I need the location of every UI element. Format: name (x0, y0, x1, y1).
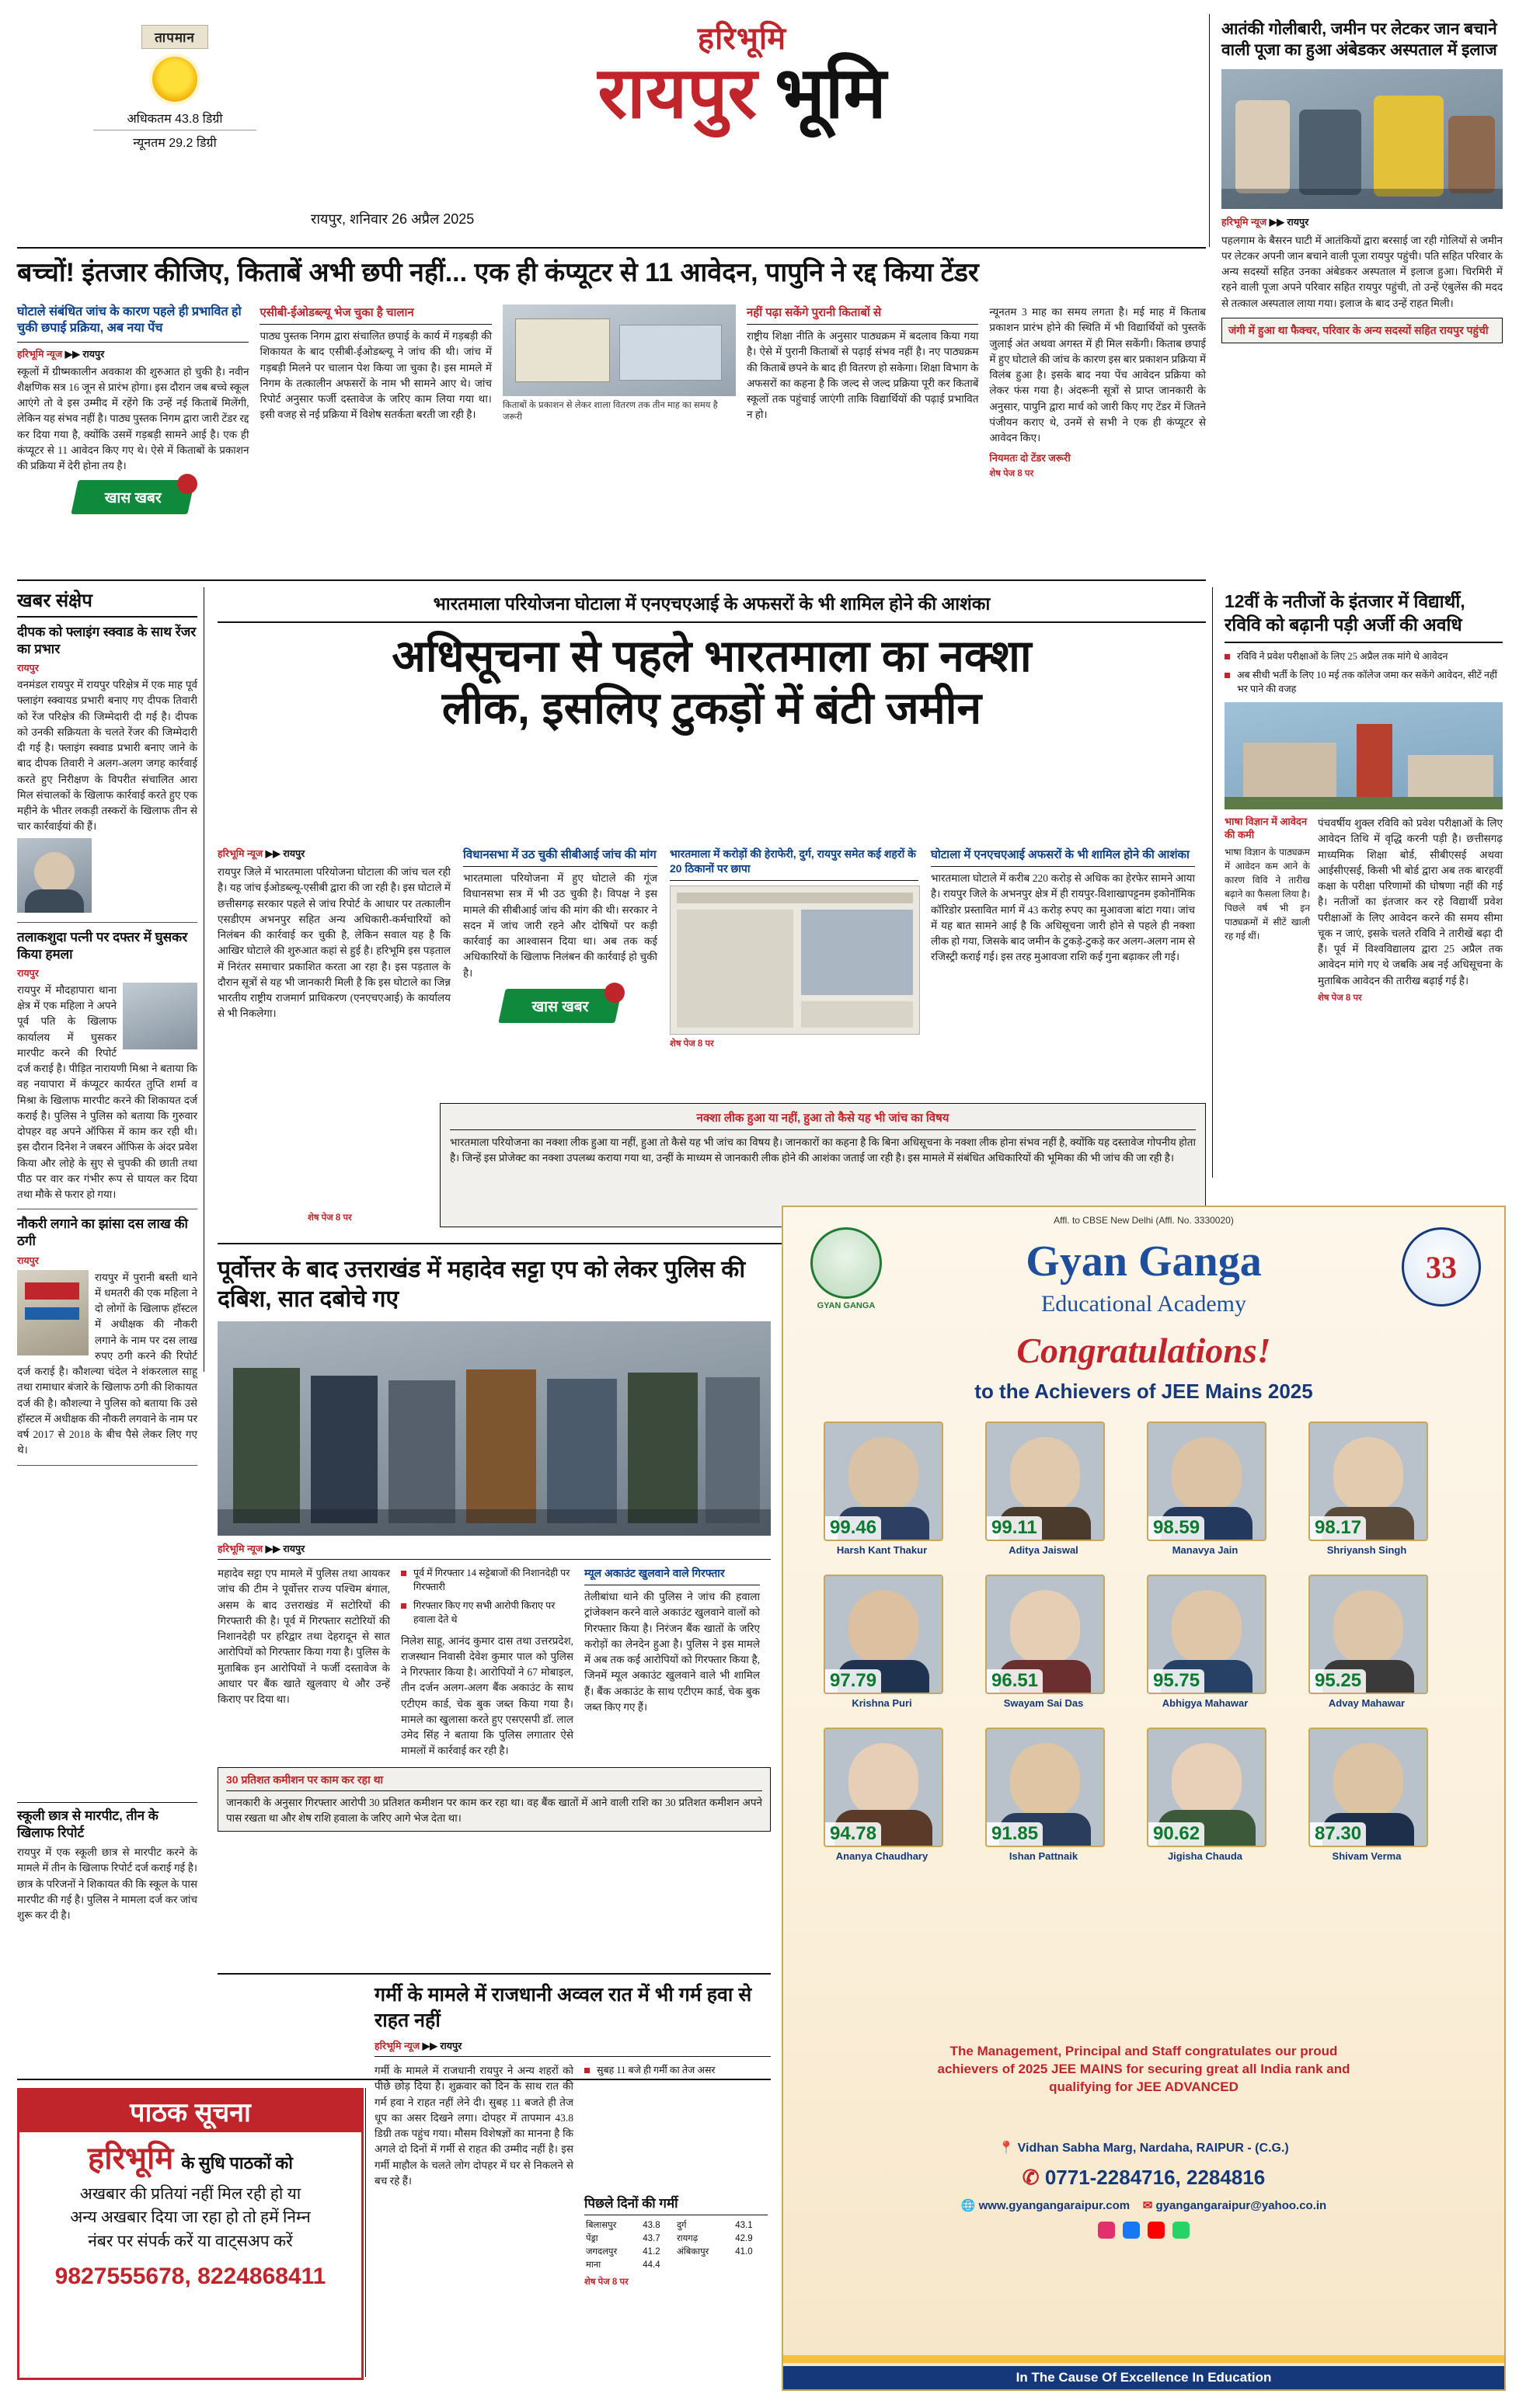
masthead-title-black: भूमि (775, 54, 887, 133)
achiever-score: 98.17 (1310, 1516, 1366, 1540)
instagram-icon[interactable] (1098, 2222, 1115, 2239)
bharatmala-box3-head: घोटाला में एनएचएआई अफसरों के भी शामिल होने की आशंका (931, 847, 1195, 867)
achiever-photo (1147, 1728, 1266, 1847)
achiever-card (1147, 1421, 1263, 1556)
byline-agency: हरिभूमि न्यूज (1221, 216, 1267, 228)
bharatmala-clipping-photo (670, 886, 920, 1035)
bharatmala-headline-1: अधिसूचना से पहले भारतमाला का नक्शा (392, 632, 1032, 681)
byline-city: रायपुर (1287, 216, 1309, 228)
twelfth-bullet: अब सीधी भर्ती के लिए 10 मई तक कॉलेज जमा कर सकेंगे आवेदन, सीटें नहीं भर पाने की वजह (1225, 668, 1503, 696)
heat-byline: हरिभूमि न्यूज ▶▶ रायपुर (375, 2039, 771, 2057)
khabar-sankshep (17, 587, 197, 1922)
achiever-card (824, 1575, 940, 1709)
bharatmala-box4-text: भारतमाला परियोजना का नक्शा लीक हुआ या नहीं, हुआ तो कैसे यह भी जांच का विषय है। जानकारों का कहना है कि बिना अधिसूचना के नक्शा लीक होना संभव नहीं है, क्योंकि यह दस्तावेज गोपनीय होता है। जिन्हें इस प्रोजेक्ट का नक्शा उपलब्ध कराया गया था, उन्हीं के माध्यम से जानकारी लीक होने की आशंका जताई जा रही है। इस मामले में संबंधित अधिकारियों की भूमिका की भी जांच की जा रही है। (450, 1136, 1196, 1164)
cell-city: पेंड्रा (586, 2234, 598, 2244)
khabar-item (17, 929, 197, 1203)
achiever-photo (1308, 1421, 1428, 1541)
twelfth-side-text: भाषा विज्ञान के पाठ्यक्रम में आवेदन कम आने के कारण विवि ने तारीख बढ़ाने का फैसला लिया है। पिछले वर्ष भी इन पाठ्यक्रमों में सीटें खाली रह गई थीं। (1225, 846, 1310, 941)
achiever-name: Ishan Pattnaik (1009, 1850, 1078, 1862)
pathak-suchna-ad (17, 2088, 364, 2380)
table-row (584, 2218, 768, 2232)
top-right-subbox (1221, 318, 1503, 343)
youtube-icon[interactable] (1148, 2222, 1165, 2239)
achiever-card (985, 1728, 1102, 1862)
khas-khabar-label: खास खबर (531, 998, 589, 1015)
khabar-item-text: रायपुर में एक स्कूली छात्र से मारपीट करने के मामले में तीन के खिलाफ रिपोर्ट दर्ज कराई गई है। छात्र के परिजनों ने शिकायत की कि स्कूल के पास मारपीट की गई है। पुलिस ने मामला दर्ज कर जांच शुरू कर दी है। (17, 1846, 197, 1922)
khabar-item-text: रायपुर में मौदहापारा थाना क्षेत्र में एक महिला ने अपने पूर्व पति के खिलाफ कार्यालय में घुसकर मारपीट करने की रिपोर्ट दर्ज कराई है। पीड़ित नारायणी मिश्रा ने बताया कि वह नयापारा में कंप्यूटर कार्यरत तुप्ति शर्मा व मिश्रा के खिलाफ मारपीट करने की शिकायत दर्ज कराई है। पुलिस ने पुलिस को बताया कि गुरुवार दोपहर वह अपने ऑफिस में काम कर रही थी। इस दौरान दिनेश ने जबरन ऑफिस के अंदर प्रवेश किया और लोहे के सुए से चुपकी की छाती तथा पीठ पर वार कर गंभीर रूप से घायल कर दिया तथा मौके से फरार हो गया। (17, 983, 197, 1201)
bharatmala-box4-head: नक्शा लीक हुआ या नहीं, हुआ तो कैसे यह भी जांच का विषय (450, 1110, 1196, 1130)
masthead-divider (1209, 14, 1210, 247)
ad-footer-line3: qualifying for JEE ADVANCED (1049, 2079, 1239, 2094)
heat-table (584, 2218, 768, 2271)
achiever-photo (985, 1575, 1105, 1694)
bharatmala-body (218, 847, 1206, 1049)
achiever-name: Jigisha Chauda (1167, 1850, 1243, 1862)
bharatmala-byline: हरिभूमि न्यूज ▶▶ रायपुर (218, 848, 305, 859)
cell-city: बिलासपुर (586, 2221, 617, 2231)
lead-subhead: घोटाले संबंधित जांच के कारण पहले ही प्रभावित हो चुकी छपाई प्रक्रिया, अब नया पेंच (17, 304, 249, 343)
achiever-score: 90.62 (1148, 1822, 1204, 1846)
top-right-photo (1221, 69, 1503, 209)
lead-photo-caption: किताबों के प्रकाशन से लेकर शाला वितरण तक तीन माह का समय है जरूरी (502, 401, 718, 422)
byline-city: रायपुर (283, 1543, 305, 1554)
achiever-name: Harsh Kant Thakur (836, 1544, 928, 1556)
achiever-score: 87.30 (1310, 1822, 1366, 1846)
heat-table-title: पिछले दिनों की गर्मी (584, 2194, 768, 2215)
ad-badge-number: 33 (1426, 1249, 1457, 1285)
achiever-score: 95.75 (1148, 1669, 1204, 1693)
achiever-photo (1147, 1575, 1266, 1694)
cell-city: रायगढ़ (676, 2234, 699, 2244)
achiever-name: Swayam Sai Das (1003, 1697, 1084, 1709)
heat-headline: गर्मी के मामले में राजधानी अव्वल रात में भी गर्म हवा से राहत नहीं (375, 1984, 752, 2031)
achiever-card (1147, 1728, 1263, 1862)
bharatmala-col1: रायपुर जिले में भारतमाला परियोजना घोटाला की जांच चल रही है। यह जांच ईओडब्ल्यू-एसीबी द्वारा की जा रही है। इस घोटाले में छत्तीसगढ़ सरकार पहले से जांच रिपोर्ट के आधार पर तत्कालीन एसडीएम अभनपुर सहित अन्य अधिकारी-कर्मचारियों को निलंबन की कार्रवाई कर चुकी है, लेकिन सवाल यह है कि आखिर घोटाले की शुरुआत कहां से हुई है। हरिभूमि इस पड़ताल में निरंतर समाचार प्रकाशित करता आ रहा है। इस पड़ताल के दौरान सूत्रों से यह भी जानकारी मिली है कि इस घोटाले का जिन्न भारतीय राष्ट्रीय राजमार्ग प्राधिकरण (एनएचएआई) के कार्यालय से भी निकलेगा। (218, 866, 451, 1020)
khabar-item-byline: रायपुर (17, 967, 39, 979)
khabar-item (17, 1216, 197, 1458)
mahadev-box2-head: 30 प्रतिशत कमीशन पर काम कर रहा था (226, 1773, 762, 1791)
khabar-item-photo (17, 1270, 89, 1355)
achiever-photo (824, 1421, 943, 1541)
achiever-score: 97.79 (825, 1669, 881, 1693)
lead-block (17, 304, 1206, 514)
ad-subtitle: Educational Academy (1040, 1291, 1247, 1317)
khas-khabar-stamp (75, 480, 191, 514)
achiever-score: 96.51 (987, 1669, 1043, 1693)
ad-social-icons[interactable] (783, 2222, 1504, 2243)
khabar-item (17, 624, 197, 916)
heat-bullet: सुबह 11 बजे ही गर्मी का तेज असर (584, 2063, 768, 2077)
achiever-photo (1308, 1575, 1428, 1694)
cell-city: अंबिकापुर (676, 2247, 709, 2257)
ad-congrats: Congratulations! (1016, 1331, 1271, 1370)
khabar-item-photo (17, 838, 92, 913)
achiever-name: Krishna Puri (852, 1697, 912, 1709)
byline-city: रायपुर (440, 2041, 462, 2051)
twelfth-side-head: भाषा विज्ञान में आवेदन की कमी (1225, 816, 1308, 841)
bharatmala-box3-text: भारतमाला घोटाले में करीब 220 करोड़ से अधिक का हेरफेर सामने आया है। रायपुर जिले के अभनपुर क्षेत्र में ही रायपुर-विशाखापट्टनम इकोनॉमिक कॉरिडोर प्रस्तावित मार्ग में 43 करोड़ रुपए का मुआवजा बांटा गया। जांच में यह बात सामने आई है कि अधिसूचना जारी होने से पहले ही नक्शा लीक हो गया, जिसके बाद जमीन के टुकड़े-टुकड़े कर अलग-अलग नाम से रजिस्ट्री कराई गई। इस तरह मुआवजा राशि कई गुना बढ़ाकर ली गई। (931, 872, 1195, 963)
bottom-rule (17, 2079, 771, 2080)
twelfth-body: पंचवर्षीय शुक्ल रविवि को प्रवेश परीक्षाओं के लिए आवेदन तिथि में वृद्धि करनी पड़ी है। छत्तीसगढ़ माध्यमिक शिक्षा बोर्ड, सीबीएसई अथवा आईसीएसई, किसी भी बोर्ड द्वारा अब तक बारहवीं कक्षा के परीक्षा परिणामों की घोषणा नहीं की गई है। नतीजों का इंतजार कर रहे विद्यार्थी प्रवेश परीक्षाओं के लिए आवेदन करने की समय सीमा चूक न जाएं, इसके चलते रविवि ने तारीखें बढ़ा दी हैं। पूर्व में विश्वविद्यालय द्वारा 25 अप्रैल तक आवेदन मांगे गए थे जबकि अब नई अधिसूचना के मुताबिक आवेदन की तारीख बढ़ाई गई है। (1318, 817, 1503, 987)
twelfth-continue: शेष पेज 8 पर (1318, 993, 1362, 1003)
mahadev-bullet: पूर्व में गिरफ्तार 14 सट्टेबाजों की निशानदेही पर गिरफ्तारी (401, 1566, 573, 1594)
twelfth-bullet: रविवि ने प्रवेश परीक्षाओं के लिए 25 अप्रैल तक मांगे थे आवेदन (1225, 649, 1503, 663)
achiever-photo (1147, 1421, 1266, 1541)
achiever-name: Abhigya Mahawar (1162, 1697, 1249, 1709)
ad-address-text: Vidhan Sabha Marg, Nardaha, RAIPUR - (C.G.) (1017, 2142, 1289, 2155)
cell-temp: 44.4 (643, 2260, 660, 2270)
byline-city: रायपुर (283, 848, 305, 859)
phone-icon: ✆ (1022, 2166, 1040, 2189)
whatsapp-icon[interactable] (1172, 2222, 1190, 2239)
top-right-byline: हरिभूमि न्यूज ▶▶ रायपुर (1221, 216, 1309, 228)
khabar-item-head: नौकरी लगाने का झांसा दस लाख की ठगी (17, 1216, 188, 1249)
lead-box2-head: नहीं पढ़ा सकेंगे पुरानी किताबों से (747, 304, 978, 325)
khabar-item-text: वनमंडल रायपुर में रायपुर परिक्षेत्र में एक माह पूर्व फ्लाइंग स्क्वायड प्रभारी बनाए गए दीपक तिवारी को रेंज परिक्षेत्र की जिम्मेदारी दी गई है। दीपक को उनकी सक्रियता के चलते रेंजर की जिम्मेदारी दी गई है। फ्लाइंग स्क्वाड प्रभारी बनाए जाने के बाद दीपक तिवारी ने अलग-अलग जगह कार्रवाई करते हुए निरीक्षण के विपरीत संचालित आरा मिल संचालकों के खिलाफ कार्रवाई करते हुए एक महीने के भीतर लकड़ी तस्करों के खिलाफ तीन से चार कार्रवाईयां की हैं। (17, 679, 197, 833)
sun-icon (152, 57, 197, 102)
lead-box2-text: राष्ट्रीय शिक्षा नीति के अनुसार पाठ्यक्रम में बदलाव किया गया है। ऐसे में पुरानी किताबों से पढ़ाई संभव नहीं है। नए पाठ्यक्रम की किताबें छपने के बाद ही वितरण हो सकेगा। शिक्षा विभाग के अफसरों का कहना है कि जल्द से जल्द प्रक्रिया पूरी कर किताबें स्कूलों तक पहुंचाई जाएंगी ताकि विद्यार्थियों की पढ़ाई प्रभावित न हो। (746, 330, 979, 421)
location-pin-icon: 📍 (998, 2142, 1015, 2155)
temperature-box (93, 25, 256, 154)
achiever-photo (824, 1575, 943, 1694)
masthead-title-red: रायपुर (597, 54, 758, 133)
mahadev-box-text: तेलीबांधा थाने की पुलिस ने जांच की हवाला ट्रांजेक्शन करने वाले अकाउंट खुलवाने वालों को गिरफ्तार किया है। निरंजन बैंक खातों के जरिए करोड़ों का लेनदेन हुआ है। पुलिस ने इस मामले में अब तक कई आरोपियों को गिरफ्तार किया है, जिनमें म्यूल अकाउंट खुलवाने वाले भी शामिल हैं। बैंक अकाउंट के साथ एटीएम कार्ड, चेक बुक जब्त किए गए हैं। (584, 1591, 760, 1713)
mahadev-headline: पूर्वोत्तर के बाद उत्तराखंड में महादेव सट्टा एप को लेकर पुलिस की दबिश, सात दबोचे गए (218, 1257, 746, 1312)
khabar-item-text: रायपुर में पुरानी बस्ती थाने में धमतरी की एक महिला ने दो लोगों के खिलाफ हॉस्टल में अधीक्षक की नौकरी लगाने के नाम पर दस लाख रुपए ठगी करने की रिपोर्ट दर्ज कराई है। कौशल्या चंदेल ने शंकरलाल साहू तथा रामाधार बंजारे के खिलाफ ठगी की शिकायत दर्ज की है। कौशल्या ने पुलिस को बताया कि उसे हॉस्टल में अधीक्षक की नौकरी लगवाने के नाम पर वर्ष 2017 से 2018 के बीच पैसे लेकर लिए गए थे। (17, 1271, 197, 1456)
lead-continue: शेष पेज 8 पर (989, 469, 1034, 479)
achiever-name: Manavya Jain (1172, 1544, 1239, 1556)
mahadev-bullet: गिरफ्तार किए गए सभी आरोपी किराए पर हवाला देते थे (401, 1599, 573, 1627)
temperature-min: न्यूनतम 29.2 डिग्री (133, 137, 217, 150)
achiever-card (985, 1421, 1102, 1556)
ad-address (783, 2139, 1504, 2158)
khabar-item-photo (123, 983, 197, 1049)
byline-agency: हरिभूमि न्यूज (218, 848, 263, 859)
pathak-ad-title: पाठक सूचना (19, 2090, 361, 2132)
cell-temp (733, 2258, 768, 2271)
mahadev-box2 (218, 1767, 771, 1832)
masthead-dateline: रायपुर, शनिवार 26 अप्रैल 2025 (311, 211, 475, 227)
lead-right-text: न्यूनतम 3 माह का समय लगता है। मई माह में किताब प्रकाशन प्रारंभ होने की स्थिति में भी विद्यार्थियों को पुस्तकें जुलाई अंत अथवा अगस्त में ही मिल सकेंगी। किताब छपाई में हुए घोटाले की जांच के कारण इस बार प्रकाशन प्रक्रिया में विलंब हुआ है। इसके बाद नया पेंच आवेदन प्रक्रिया को लेकर फंस गया है। अंदरूनी सूत्रों से प्राप्त जानकारी के अनुसार, पापुनि द्वारा मार्च को जारी किए गए टेंडर में जितने पंजीयन कराए थे, उनमें से सभी ने एक ही कंप्यूटर से आवेदन किए। (989, 306, 1206, 444)
pathak-ad-phone[interactable]: 9827555678, 8224868411 (54, 2264, 326, 2290)
achiever-score: 91.85 (987, 1822, 1043, 1846)
pathak-ad-line2: अखबार की प्रतियां नहीं मिल रही हो या (79, 2184, 301, 2203)
khabar-item-head: तलाकशुदा पत्नी पर दफ्तर में घुसकर किया हमला (17, 929, 188, 962)
ad-phone-text: 0771-2284716, 2284816 (1044, 2166, 1266, 2189)
mahadev-byline: हरिभूमि न्यूज ▶▶ रायपुर (218, 1542, 771, 1560)
achiever-card (1308, 1575, 1425, 1709)
mahadev-photo (218, 1321, 771, 1536)
cell-temp: 43.8 (643, 2220, 660, 2230)
ad-phone[interactable] (783, 2163, 1504, 2193)
achiever-name: Aditya Jaiswal (1009, 1544, 1078, 1556)
ad-email-text: gyangangaraipur@yahoo.co.in (1155, 2199, 1327, 2212)
top-right-subhead: जंगी में हुआ था फैक्चर, परिवार के अन्य सदस्यों सहित रायपुर पहुंची (1228, 323, 1489, 336)
mahadev-box-head: म्यूल अकाउंट खुलवाने वाले गिरफ्तार (584, 1566, 760, 1585)
cell-city (675, 2258, 733, 2271)
mahadev-box2-text: जानकारी के अनुसार गिरफ्तार आरोपी 30 प्रतिशत कमीशन पर काम कर रहा था। वह बैंक खातों में आने वाली राशि का 30 प्रतिशत कमीशन अपने पास रखता था और शेष राशि हवाला के जरिए आगे भेज देता था। (226, 1796, 762, 1824)
twelfth-photo (1225, 702, 1503, 809)
bharatmala-story (218, 590, 1206, 736)
khabar-item-head: स्कूली छात्र से मारपीट, तीन के खिलाफ रिपोर्ट (17, 1802, 197, 1842)
lead-headline: बच्चों! इंतजार कीजिए, किताबें अभी छपी नहीं... एक ही कंप्यूटर से 11 आवेदन, पापुनि ने रद्द किया टेंडर (17, 258, 979, 287)
achiever-card (985, 1575, 1102, 1709)
achiever-score: 99.46 (825, 1516, 881, 1540)
cell-temp: 43.1 (735, 2220, 753, 2230)
pathak-ad-brand: हरिभूमि (87, 2141, 174, 2176)
facebook-icon[interactable] (1123, 2222, 1140, 2239)
top-right-headline: आतंकी गोलीबारी, जमीन पर लेटकर जान बचाने वाली पूजा का हुआ अंबेडकर अस्पताल में इलाज (1221, 20, 1497, 60)
bottom-divider (365, 2088, 366, 2377)
achiever-card (1147, 1575, 1263, 1709)
achiever-name: Ananya Chaudhary (835, 1850, 928, 1862)
twelfth-headline: 12वीं के नतीजों के इंतजार में विद्यार्थी, रविवि को बढ़ानी पड़ी अर्जी की अवधि (1225, 590, 1503, 643)
achiever-score: 95.25 (1310, 1669, 1366, 1693)
top-right-body: पहलगाम के बैसरन घाटी में आतंकियों द्वारा बरसाई जा रही गोलियों से जमीन पर लेटकर अपनी जान बचाने वाली पूजा रायपुर पहुंची। पति सहित परिवार के अन्य सदस्यों सहित उनका अंबेडकर अस्पताल में इलाज हुआ। चिरमिरी में रहने वाली पूजा अपने परिवार सहित रायपुर पहुंची, तो उन्हें एंबुलेंस की मदद से तत्काल अस्पताल लाया गया। इलाज के बाद उन्हें राहत मिली। (1221, 234, 1503, 309)
masthead-brand-small: हरिभूमि (697, 21, 787, 56)
achiever-card (824, 1421, 940, 1556)
cell-city: माना (586, 2260, 601, 2271)
bharatmala-clipping-continue: शेष पेज 8 पर (670, 1039, 714, 1049)
achiever-name: Advay Mahawar (1328, 1697, 1406, 1709)
khabar-sankshep-title: खबर संक्षेप (17, 587, 197, 618)
ad-gold-strip (783, 2355, 1504, 2363)
byline-agency: हरिभूमि न्यूज (17, 348, 63, 360)
khas-khabar-stamp (502, 989, 618, 1023)
bharatmala-continue: शेष पेज 8 पर (308, 1213, 352, 1223)
achiever-photo (985, 1421, 1105, 1541)
lead-box1-text: पाठ्य पुस्तक निगम द्वारा संचालित छपाई के कार्य में गड़बड़ी की शिकायत के बाद एसीबी-ईओडब्ल्यू ने जांच की थी। जांच में गड़बड़ी मिलने पर चालान पेश किया जा चुका है। इस मामले में निगम के तत्कालीन अफसरों के नाम भी सामने आए थे। जांच रिपोर्ट अनुसार फर्जी दस्तावेज के जरिए काम लिया गया था। इसी वजह से नई प्रक्रिया में विशेष सतर्कता बरती जा रही है। (260, 330, 492, 421)
ad-logo-text: GYAN GANGA (817, 1301, 876, 1310)
khabar-item-byline: रायपुर (17, 663, 39, 674)
khabar-item-byline: रायपुर (17, 1254, 39, 1266)
table-row (584, 2258, 768, 2271)
temperature-label: तापमान (141, 25, 208, 49)
bharatmala-kicker: भारतमाला परियोजना घोटाला में एनएचएआई के अफसरों के भी शामिल होने की आशंका (218, 590, 1206, 623)
achiever-name: Shriyansh Singh (1326, 1544, 1407, 1556)
table-row (584, 2245, 768, 2258)
cell-city: जगदलपुर (586, 2247, 618, 2257)
cell-city: दुर्ग (676, 2221, 687, 2231)
bharatmala-headline-2: लीक, इसलिए टुकड़ों में बंटी जमीन (441, 684, 982, 734)
ad-web[interactable] (783, 2197, 1504, 2215)
achiever-name: Shivam Verma (1332, 1850, 1402, 1862)
achiever-photo (824, 1728, 943, 1847)
lead-col1: स्कूलों में ग्रीष्मकालीन अवकाश की शुरुआत हो चुकी है। नवीन शैक्षणिक सत्र 16 जून से प्रारंभ होगा। इस दौरान जब बच्चे स्कूल आएंगे तो वे इस उम्मीद में रहेंगे कि उन्हें नई किताबें मिलेंगी, लेकिन यह संभव नहीं है। पाठ्य पुस्तक निगम द्वारा जारी टेंडर रद्द कर दिया गया है, क्योंकि उसमें गड़बड़ी सामने आई है। एक ही कंप्यूटर से 11 आवेदन किए गए थे। ऐसे में किताबों के प्रकाशन की प्रक्रिया में देरी होना तय है। (17, 365, 249, 472)
heat-top-rule (218, 1973, 771, 1975)
bharatmala-box2-head: भारतमाला में करोड़ों की हेराफेरी, दुर्ग, रायपुर समेत कई शहरों के 20 ठिकानों पर छापा (670, 847, 918, 881)
achiever-card (1308, 1728, 1425, 1862)
achiever-card (1308, 1421, 1425, 1556)
khabar-item-head: दीपक को फ्लाइंग स्क्वाड के साथ रेंजर का प्रभार (17, 625, 197, 657)
table-row (584, 2232, 768, 2245)
achiever-score: 99.11 (987, 1516, 1042, 1540)
temperature-max: अधिकतम 43.8 डिग्री (93, 106, 256, 130)
lead-box1-head: एसीबी-ईओडब्ल्यू भेज चुका है चालान (260, 304, 491, 325)
ad-web-text: www.gyangangaraipur.com (978, 2199, 1131, 2212)
khabar-item (17, 1802, 197, 1923)
pathak-ad-line1: के सुधि पाठकों को (181, 2153, 294, 2173)
achiever-card (824, 1728, 940, 1862)
lead-top-rule (17, 247, 1206, 249)
pathak-ad-line4: नंबर पर संपर्क करें या वाट्सअप करें (88, 2231, 293, 2250)
byline-agency: हरिभूमि न्यूज (375, 2041, 420, 2051)
lead-photo-books (503, 304, 736, 396)
cell-temp: 42.9 (735, 2233, 753, 2243)
cell-temp: 43.7 (643, 2233, 660, 2243)
cell-temp: 41.2 (643, 2246, 660, 2257)
byline-city: रायपुर (82, 348, 105, 360)
globe-icon: 🌐 (960, 2199, 976, 2212)
achiever-photo (1308, 1728, 1428, 1847)
email-icon: ✉ (1142, 2199, 1153, 2212)
mahadev-body2: निलेश साहू, आनंद कुमार दास तथा उत्तरप्रदेश, राजस्थान निवासी देवेश कुमार पाल को पुलिस ने गिरफ्तार किया है। आरोपियों ने 67 मोबाइल, तीन दर्जन अलग-अलग बैंक अकाउंट के साथ एटीएम कार्ड, चेक बुक जब्त किया गया है। मामले का खुलासा करते हुए एसएसपी डॉ. लाल उमेद सिंह ने बताया कि पुलिस लगातार ऐसे मामलों में कार्रवाई कर रही है। (401, 1634, 573, 1757)
ad-footer-line1: The Management, Principal and Staff congratulates our proud (949, 2044, 1338, 2058)
khas-khabar-label: खास खबर (104, 490, 162, 507)
mahadev-story (218, 1255, 771, 1832)
right-col-divider (1212, 587, 1213, 1178)
ad-footer-line2: achievers of 2025 JEE MAINS for securing great all India rank and (937, 2061, 1350, 2076)
ad-title: Gyan Ganga (1026, 1237, 1262, 1286)
lead-byline: हरिभूमि न्यूज ▶▶ रायपुर (17, 348, 105, 360)
heat-story (375, 1982, 771, 2288)
lead-small-note: नियमतः दो टेंडर जरूरी (989, 452, 1071, 465)
ad-tagline: In The Cause Of Excellence In Education (783, 2366, 1504, 2389)
lead-bottom-rule (17, 579, 1206, 581)
masthead-title (311, 54, 1173, 133)
achiever-score: 94.78 (825, 1822, 881, 1846)
top-right-story (1221, 19, 1503, 343)
achiever-score: 98.59 (1148, 1516, 1204, 1540)
heat-body: गर्मी के मामले में राजधानी रायपुर ने अन्य शहरों को पीछे छोड़ दिया है। शुक्रवार को दिन के साथ रात की गर्म हवा ने राहत नहीं लेने दी। सुबह 11 बजते ही तेज धूप का असर दिखने लगा। दोपहर में तापमान 43.8 डिग्री तक पहुंच गया। मौसम विशेषज्ञों का मानना है कि अगले दो दिनों में गर्मी से राहत की उम्मीद नहीं है। इस गर्मी माहौल के चलते लोग दोपहर में घर से निकलने से बच रहे हैं। (375, 2065, 573, 2187)
bharatmala-box1-head: विधानसभा में उठ चुकी सीबीआई जांच की मांग (463, 847, 657, 867)
cell-temp: 41.0 (735, 2246, 753, 2257)
gyan-ganga-ad (782, 1206, 1506, 2391)
masthead (311, 16, 1173, 133)
ad-to-line: to the Achievers of JEE Mains 2025 (974, 1380, 1313, 1403)
mahadev-body1: महादेव सट्टा एप मामले में पुलिस तथा आयकर जांच की टीम ने पूर्वोत्तर राज्य पश्चिम बंगाल, असम के बाद उत्तराखंड में सटोरियों की गिरफ्तारी की है। पूर्व में गिरफ्तार सटोरियों की निशानदेही पर हरिद्वार तथा देहरादून से सात आरोपियों को गिरफ्तार किया गया है। पुलिस के मुताबिक इन आरोपियों ने फर्जी दस्तावेज के आधार पर बैंक खाते खुलवाए थे और उन्हें किराए पर दिया था। (218, 1568, 390, 1705)
twelfth-story (1225, 590, 1503, 1004)
ad-affiliation: Affl. to CBSE New Delhi (Affl. No. 3330020) (1054, 1215, 1234, 1226)
pathak-ad-line3: अन्य अखबार दिया जा रहा हो तो हमें निम्न (70, 2208, 311, 2227)
achiever-photo (985, 1728, 1105, 1847)
byline-agency: हरिभूमि न्यूज (218, 1543, 263, 1554)
heat-continue: शेष पेज 8 पर (584, 2278, 629, 2288)
bharatmala-box1-text: भारतमाला परियोजना में हुए घोटाले की गूंज विधानसभा सत्र में भी उठ चुकी है। विपक्ष ने इस मामले की सीबीआई जांच की मांग की थी। सरकार ने सदन में जांच जारी रहने और दोषियों पर कड़ी कार्रवाई का आश्वासन दिया था। अब तक कई अधिकारियों के खिलाफ निलंबन की कार्रवाई हो चुकी है। (463, 872, 657, 979)
